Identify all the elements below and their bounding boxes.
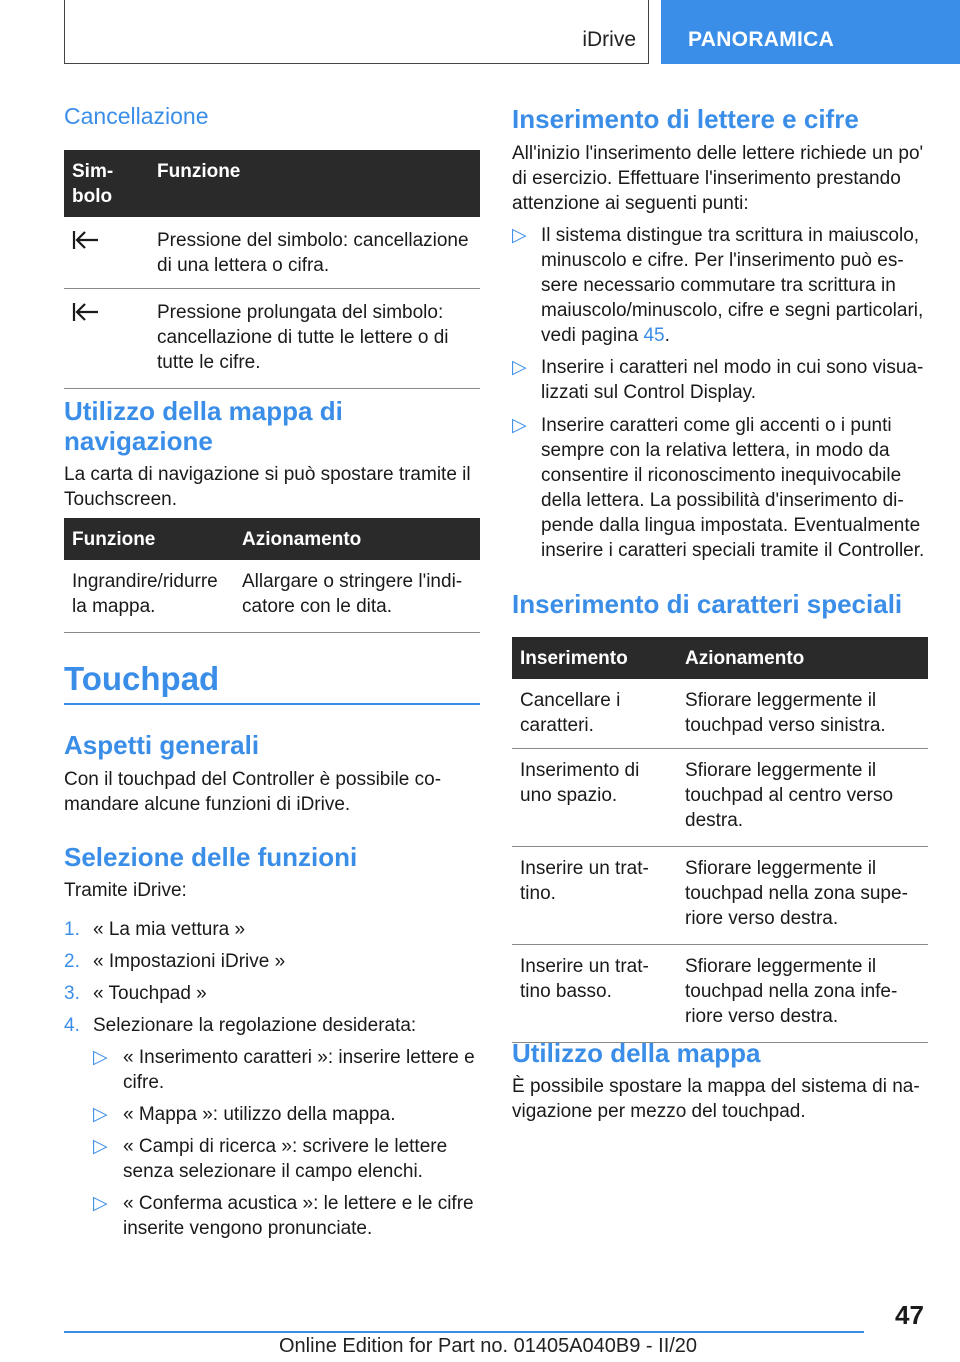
paragraph-inserimento: All'inizio l'inserimento delle lettere richiede un po' di esercizio. Effettuare l'inserimento prestando attenzione ai seguenti punti: bbox=[512, 143, 924, 214]
list-item: ▷ Il sistema distingue tra scrittura in maiuscolo, minuscolo e cifre. Per l'inserimento può essere necessario commutare tra scrittura in maiuscolo/minuscolo, cifre e segni particolari, vedi pagina 45. bbox=[512, 225, 924, 346]
triangle-bullet-icon: ▷ bbox=[512, 415, 527, 436]
table-cell: Pressione del simbolo: cancellazione di una lettera o cifra. bbox=[149, 217, 480, 289]
list-item: ▷ « Conferma acustica »: le lettere e le cifre inserite vengono pronunciate. bbox=[93, 1193, 474, 1239]
table-row bbox=[512, 847, 928, 945]
heading-inserimento-lettere: Inserimento di lettere e cifre bbox=[512, 104, 859, 134]
table-header-inserimento: Inserimento bbox=[512, 637, 677, 679]
triangle-bullet-icon: ▷ bbox=[93, 1136, 108, 1157]
section-divider bbox=[64, 703, 480, 705]
header-tab-label: PANORAMICA bbox=[688, 28, 835, 51]
paragraph-utilizzo-mappa: È possibile spostare la mappa del sistema di navigazione per mezzo del touchpad. bbox=[512, 1076, 920, 1122]
list-item: ▷ « Mappa »: utilizzo della mappa. bbox=[93, 1104, 396, 1125]
page-number: 47 bbox=[895, 1300, 924, 1330]
triangle-bullet-icon: ▷ bbox=[512, 357, 527, 378]
backspace-icon bbox=[72, 300, 102, 324]
list-item: ▷ « Campi di ricerca »: scrivere le lettere senza selezionare il campo elenchi. bbox=[93, 1136, 448, 1182]
heading-touchpad: Touchpad bbox=[64, 660, 220, 697]
table-header-azionamento: Azionamento bbox=[234, 518, 480, 560]
table-cell: Inserire un trattino. bbox=[512, 847, 677, 945]
table-header-funzione: Funzione bbox=[149, 150, 480, 217]
heading-aspetti-generali: Aspetti generali bbox=[64, 730, 260, 760]
table-row bbox=[512, 749, 928, 847]
table-cancellazione bbox=[64, 150, 480, 389]
list-item: 4. Selezionare la regolazione desiderata: bbox=[64, 1015, 417, 1036]
table-row bbox=[64, 289, 480, 389]
table-cell: Ingrandire/ridurre la mappa. bbox=[64, 560, 234, 633]
heading-selezione-funzioni: Selezione delle funzioni bbox=[64, 842, 358, 872]
table-cell: Inserire un trattino basso. bbox=[512, 945, 677, 1043]
list-item: ▷ « Inserimento caratteri »: inserire lettere e cifre. bbox=[93, 1047, 475, 1093]
table-cell: Allargare o stringere l'indicatore con le dita. bbox=[234, 560, 480, 633]
header-section: iDrive bbox=[582, 28, 636, 51]
heading-mappa-navigazione: Utilizzo della mappa di navigazione bbox=[64, 396, 343, 456]
list-item: 3. « Touchpad » bbox=[64, 983, 207, 1004]
table-mappa-navigazione bbox=[64, 518, 480, 633]
table-row bbox=[64, 217, 480, 289]
triangle-bullet-icon: ▷ bbox=[93, 1047, 108, 1068]
footer-divider bbox=[64, 1331, 864, 1333]
backspace-icon bbox=[72, 228, 102, 252]
table-row bbox=[512, 679, 928, 749]
table-row bbox=[64, 560, 480, 633]
page-link[interactable]: 45 bbox=[643, 325, 665, 346]
paragraph-mappa-navigazione: La carta di navigazione si può spostare tramite il Touchscreen. bbox=[64, 464, 471, 510]
heading-cancellazione: Cancellazione bbox=[64, 103, 209, 129]
heading-utilizzo-mappa: Utilizzo della mappa bbox=[512, 1038, 761, 1068]
list-item: 2. « Impostazioni iDrive » bbox=[64, 951, 286, 972]
table-cell: Sfiorare leggermente il touchpad nella zona superiore verso destra. bbox=[677, 847, 928, 945]
table-cell: Pressione prolungata del simbolo: cancellazione di tutte le lettere o di tutte le cifre. bbox=[149, 289, 480, 389]
triangle-bullet-icon: ▷ bbox=[512, 225, 527, 246]
list-item: ▷ Inserire i caratteri nel modo in cui sono visualizzati sul Control Display. bbox=[512, 357, 924, 403]
header-tab[interactable] bbox=[661, 0, 960, 64]
paragraph-tramite: Tramite iDrive: bbox=[64, 880, 187, 901]
list-item: 1. « La mia vettura » bbox=[64, 919, 246, 940]
table-cell: Cancellare i caratteri. bbox=[512, 679, 677, 749]
list-item: ▷ Inserire caratteri come gli accenti o i punti sempre con la relativa lettera, in modo da consentire il riconoscimento inequivocabile della lettera. La possibilità d'inserimento dipende dalla lingua impostata. Eventualmente inserire i caratteri speciali tramite il Controller. bbox=[512, 415, 925, 561]
footer-edition: Online Edition for Part no. 01405A040B9 - II/20 bbox=[279, 1335, 698, 1357]
header-frame bbox=[64, 0, 649, 64]
table-header-simbolo: Sim- bolo bbox=[64, 150, 149, 217]
paragraph-aspetti-generali: Con il touchpad del Controller è possibile comandare alcune funzioni di iDrive. bbox=[64, 769, 442, 815]
triangle-bullet-icon: ▷ bbox=[93, 1104, 108, 1125]
triangle-bullet-icon: ▷ bbox=[93, 1193, 108, 1214]
table-row bbox=[512, 945, 928, 1043]
table-header-funzione: Funzione bbox=[64, 518, 234, 560]
table-caratteri-speciali bbox=[512, 637, 928, 1043]
heading-caratteri-speciali: Inserimento di caratteri speciali bbox=[512, 589, 903, 619]
table-cell: Sfiorare leggermente il touchpad al centro verso destra. bbox=[677, 749, 928, 847]
table-cell: Sfiorare leggermente il touchpad nella zona inferiore verso destra. bbox=[677, 945, 928, 1043]
table-header-azionamento: Azionamento bbox=[677, 637, 928, 679]
table-cell: Inserimento di uno spazio. bbox=[512, 749, 677, 847]
table-cell: Sfiorare leggermente il touchpad verso sinistra. bbox=[677, 679, 928, 749]
